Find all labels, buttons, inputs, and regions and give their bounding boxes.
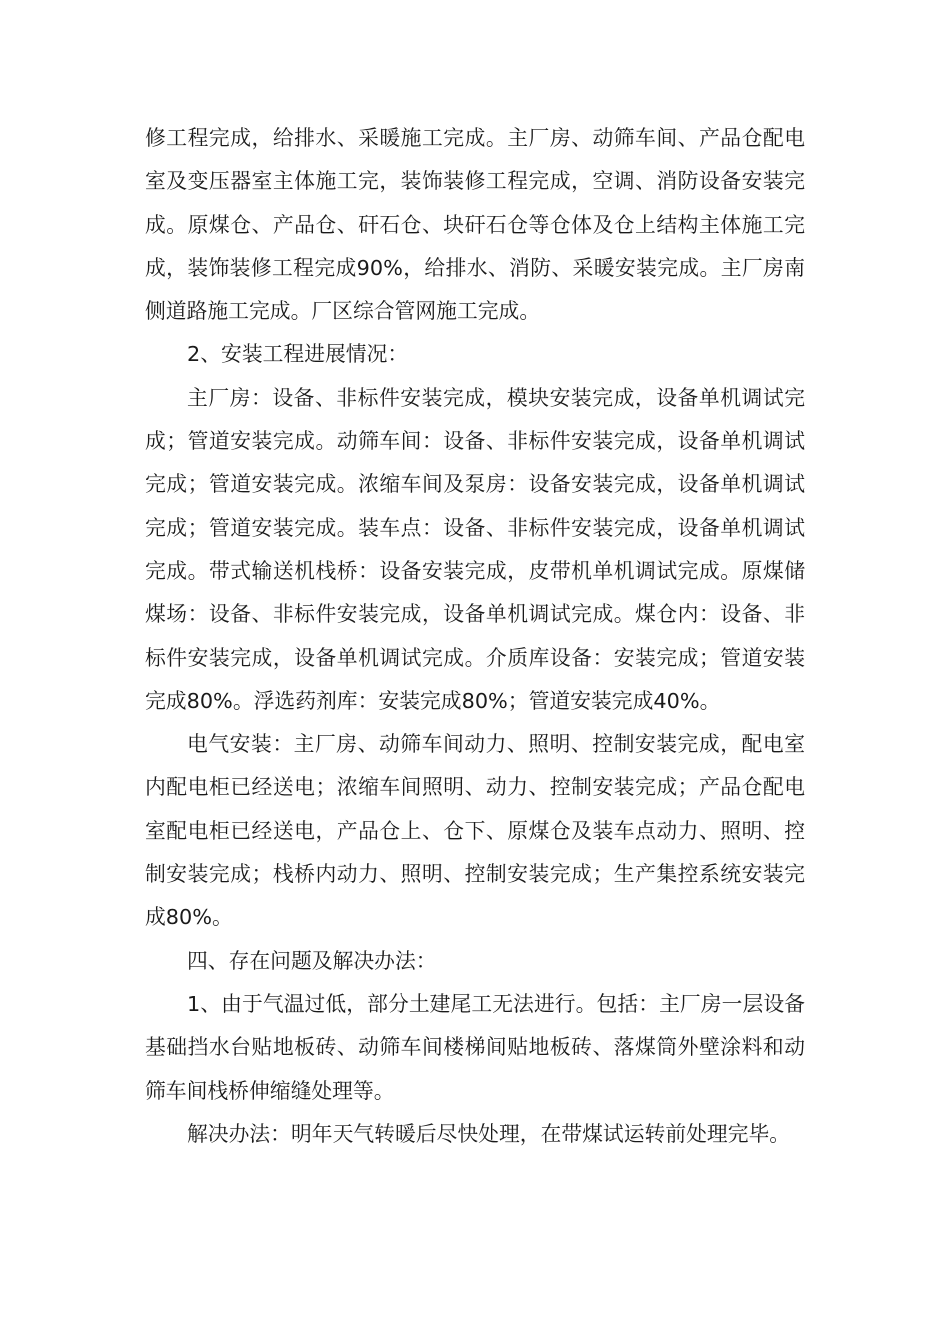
heading-problems-solutions: 四、存在问题及解决办法： xyxy=(187,948,437,973)
paragraph-equipment-installation: 主厂房：设备、非标件安装完成，模块安装完成，设备单机调试完成；管道安装完成。动筛车间：设备、非标件安装完成，设备单机调试完成；管道安装完成。浓缩车间及泵房：设备安装完成，设备单机调试完成；管道安装完成。装车点：设备、非标件安装完成，设备单机调试完成。带式输送机栈桥：设备安装完成，皮带机单机调试完成。原煤储煤场：设备、非标件安装完成，设备单机调试完成。煤仓内：设备、非标件安装完成，设备单机调试完成。介质库设备：安装完成；管道安装完成80%。浮选药剂库：安装完成80%；管道安装完成40%。 xyxy=(145,385,805,713)
paragraph-civil-works-continued: 修工程完成，给排水、采暖施工完成。主厂房、动筛车间、产品仓配电室及变压器室主体施工完，装饰装修工程完成，空调、消防设备安装完成。原煤仓、产品仓、矸石仓、块矸石仓等仓体及仓上结构主体施工完成，装饰装修工程完成90%，给排水、消防、采暖安装完成。主厂房南侧道路施工完成。厂区综合管网施工完成。 xyxy=(145,126,805,324)
document-body xyxy=(145,117,805,1156)
paragraph-solution: 解决办法：明年天气转暖后尽快处理，在带煤试运转前处理完毕。 xyxy=(187,1121,791,1146)
paragraph-problem-1: 1、由于气温过低，部分土建尾工无法进行。包括：主厂房一层设备基础挡水台贴地板砖、动筛车间楼梯间贴地板砖、落煤筒外壁涂料和动筛车间栈桥伸缩缝处理等。 xyxy=(145,991,805,1103)
paragraph-electrical-installation: 电气安装：主厂房、动筛车间动力、照明、控制安装完成，配电室内配电柜已经送电；浓缩车间照明、动力、控制安装完成；产品仓配电室配电柜已经送电，产品仓上、仓下、原煤仓及装车点动力、照明、控制安装完成；栈桥内动力、照明、控制安装完成；生产集控系统安装完成80%。 xyxy=(145,732,805,930)
heading-installation-progress: 2、安装工程进展情况： xyxy=(187,342,409,367)
